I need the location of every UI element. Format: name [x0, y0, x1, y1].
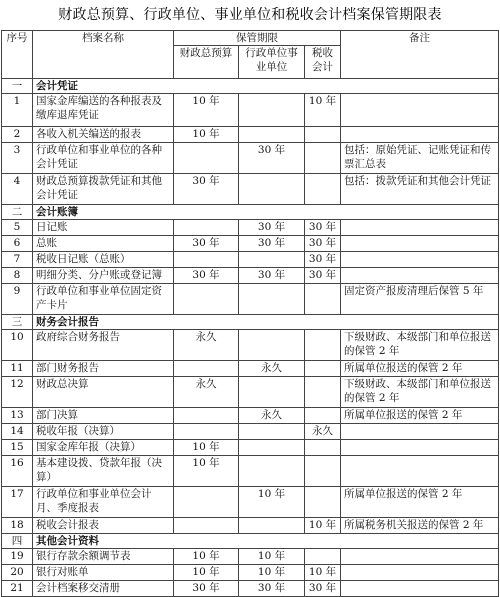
finance-budget-period	[174, 252, 239, 268]
tax-accounting-period: 30 年	[305, 268, 341, 284]
section-number: 三	[2, 315, 33, 330]
finance-budget-period: 10 年	[174, 94, 239, 127]
remarks	[341, 565, 499, 581]
finance-budget-period: 10 年	[174, 549, 239, 565]
admin-institution-period: 30 年	[239, 268, 305, 284]
admin-institution-period: 10 年	[239, 487, 305, 518]
archive-name: 银行对账单	[33, 565, 174, 581]
section-number: 四	[2, 534, 33, 549]
archive-name: 税收日记账（总账）	[33, 252, 174, 268]
remarks	[341, 94, 499, 127]
row-number: 21	[2, 581, 33, 597]
header-retention-period: 保管期限	[174, 31, 341, 46]
table-row	[2, 284, 499, 315]
row-number: 12	[2, 377, 33, 408]
archive-name: 财政总决算	[33, 377, 174, 408]
admin-institution-period: 30 年	[239, 581, 305, 597]
row-number: 18	[2, 518, 33, 534]
admin-institution-period: 永久	[239, 408, 305, 424]
row-number: 11	[2, 361, 33, 377]
table-row	[2, 330, 499, 361]
tax-accounting-period	[305, 330, 341, 361]
admin-institution-period: 永久	[239, 361, 305, 377]
admin-institution-period	[239, 284, 305, 315]
table-row	[2, 127, 499, 143]
row-number: 15	[2, 440, 33, 456]
tax-accounting-period	[305, 440, 341, 456]
admin-institution-period: 30 年	[239, 220, 305, 236]
finance-budget-period: 永久	[174, 377, 239, 408]
tax-accounting-period: 30 年	[305, 236, 341, 252]
admin-institution-period	[239, 174, 305, 205]
tax-accounting-period	[305, 377, 341, 408]
tax-accounting-period: 10 年	[305, 565, 341, 581]
section-row	[2, 79, 499, 94]
section-row	[2, 205, 499, 220]
finance-budget-period	[174, 143, 239, 174]
archive-name: 行政单位和事业单位固定资产卡片	[33, 284, 174, 315]
finance-budget-period	[174, 487, 239, 518]
table-row	[2, 518, 499, 534]
table-row	[2, 220, 499, 236]
section-number: 一	[2, 79, 33, 94]
finance-budget-period: 30 年	[174, 174, 239, 205]
archive-name: 税收会计报表	[33, 518, 174, 534]
row-number: 17	[2, 487, 33, 518]
finance-budget-period: 永久	[174, 330, 239, 361]
row-number: 6	[2, 236, 33, 252]
header-tax-accounting: 税收会计	[305, 46, 341, 79]
header-remarks: 备注	[341, 31, 499, 79]
section-title: 会计凭证	[33, 79, 499, 94]
table-row	[2, 268, 499, 284]
remarks: 包括：拨款凭证和其他会计凭证	[341, 174, 499, 205]
finance-budget-period: 30 年	[174, 236, 239, 252]
tax-accounting-period: 30 年	[305, 220, 341, 236]
finance-budget-period	[174, 408, 239, 424]
archive-name: 国家金库年报（决算）	[33, 440, 174, 456]
tax-accounting-period: 永久	[305, 424, 341, 440]
section-row	[2, 315, 499, 330]
table-row	[2, 377, 499, 408]
admin-institution-period	[239, 456, 305, 487]
archive-name: 行政单位和事业单位会计月、季度报表	[33, 487, 174, 518]
remarks	[341, 268, 499, 284]
table-body	[2, 79, 499, 597]
row-number: 3	[2, 143, 33, 174]
row-number: 4	[2, 174, 33, 205]
finance-budget-period: 30 年	[174, 581, 239, 597]
retention-table	[1, 30, 499, 597]
remarks: 所属税务机关报送的保管 2 年	[341, 518, 499, 534]
remarks: 所属单位报送的保管 2 年	[341, 361, 499, 377]
tax-accounting-period	[305, 456, 341, 487]
table-row	[2, 408, 499, 424]
header-archive-name: 档案名称	[33, 31, 174, 79]
remarks	[341, 252, 499, 268]
tax-accounting-period	[305, 487, 341, 518]
header-finance-budget: 财政总预算	[174, 46, 239, 79]
table-row	[2, 549, 499, 565]
row-number: 2	[2, 127, 33, 143]
header-serial-number: 序号	[2, 31, 33, 79]
remarks: 包括：原始凭证、记账凭证和传票汇总表	[341, 143, 499, 174]
table-row	[2, 440, 499, 456]
section-row	[2, 534, 499, 549]
table-row	[2, 143, 499, 174]
row-number: 14	[2, 424, 33, 440]
remarks	[341, 549, 499, 565]
table-row	[2, 252, 499, 268]
section-title: 会计账簿	[33, 205, 499, 220]
admin-institution-period	[239, 127, 305, 143]
document-title: 财政总预算、行政单位、事业单位和税收会计档案保管期限表	[58, 7, 442, 23]
table-row	[2, 94, 499, 127]
section-title: 财务会计报告	[33, 315, 499, 330]
tax-accounting-period: 30 年	[305, 581, 341, 597]
finance-budget-period	[174, 220, 239, 236]
table-row	[2, 424, 499, 440]
table-row	[2, 456, 499, 487]
finance-budget-period: 10 年	[174, 127, 239, 143]
row-number: 1	[2, 94, 33, 127]
row-number: 7	[2, 252, 33, 268]
admin-institution-period: 10 年	[239, 549, 305, 565]
row-number: 20	[2, 565, 33, 581]
finance-budget-period	[174, 284, 239, 315]
tax-accounting-period: 10 年	[305, 518, 341, 534]
finance-budget-period	[174, 518, 239, 534]
table-row	[2, 487, 499, 518]
remarks: 固定资产报废清理后保管 5 年	[341, 284, 499, 315]
row-number: 19	[2, 549, 33, 565]
finance-budget-period: 10 年	[174, 565, 239, 581]
tax-accounting-period: 10 年	[305, 94, 341, 127]
tax-accounting-period	[305, 174, 341, 205]
row-number: 16	[2, 456, 33, 487]
archive-name: 银行存款余额调节表	[33, 549, 174, 565]
tax-accounting-period	[305, 549, 341, 565]
remarks	[341, 456, 499, 487]
finance-budget-period	[174, 361, 239, 377]
table-row	[2, 236, 499, 252]
remarks: 下级财政、本级部门和单位报送的保管 2 年	[341, 377, 499, 408]
admin-institution-period: 30 年	[239, 236, 305, 252]
admin-institution-period	[239, 94, 305, 127]
archive-name: 部门财务报告	[33, 361, 174, 377]
header-admin-institution: 行政单位事业单位	[239, 46, 305, 79]
tax-accounting-period	[305, 361, 341, 377]
table-row	[2, 361, 499, 377]
archive-name: 会计档案移交清册	[33, 581, 174, 597]
admin-institution-period	[239, 424, 305, 440]
row-number: 13	[2, 408, 33, 424]
admin-institution-period	[239, 440, 305, 456]
archive-name: 财政总预算拨款凭证和其他会计凭证	[33, 174, 174, 205]
row-number: 10	[2, 330, 33, 361]
finance-budget-period: 30 年	[174, 268, 239, 284]
section-number: 二	[2, 205, 33, 220]
remarks	[341, 220, 499, 236]
remarks: 下级财政、本级部门和单位报送的保管 2 年	[341, 330, 499, 361]
admin-institution-period: 10 年	[239, 565, 305, 581]
archive-name: 税收年报（决算）	[33, 424, 174, 440]
section-title: 其他会计资料	[33, 534, 499, 549]
remarks	[341, 236, 499, 252]
finance-budget-period	[174, 424, 239, 440]
remarks	[341, 424, 499, 440]
row-number: 9	[2, 284, 33, 315]
archive-name: 各收入机关编送的报表	[33, 127, 174, 143]
admin-institution-period	[239, 377, 305, 408]
tax-accounting-period	[305, 127, 341, 143]
archive-name: 政府综合财务报告	[33, 330, 174, 361]
archive-name: 国家金库编送的各种报表及缴库退库凭证	[33, 94, 174, 127]
admin-institution-period	[239, 252, 305, 268]
tax-accounting-period: 30 年	[305, 252, 341, 268]
tax-accounting-period	[305, 284, 341, 315]
finance-budget-period: 10 年	[174, 440, 239, 456]
remarks: 所属单位报送的保管 2 年	[341, 487, 499, 518]
admin-institution-period	[239, 518, 305, 534]
archive-name: 行政单位和事业单位的各种会计凭证	[33, 143, 174, 174]
remarks	[341, 127, 499, 143]
admin-institution-period	[239, 330, 305, 361]
table-row	[2, 565, 499, 581]
row-number: 8	[2, 268, 33, 284]
archive-name: 部门决算	[33, 408, 174, 424]
finance-budget-period: 10 年	[174, 456, 239, 487]
table-row	[2, 581, 499, 597]
archive-name: 总账	[33, 236, 174, 252]
table-row	[2, 174, 499, 205]
admin-institution-period: 30 年	[239, 143, 305, 174]
archive-name: 日记账	[33, 220, 174, 236]
archive-name: 基本建设拨、贷款年报（决算）	[33, 456, 174, 487]
tax-accounting-period	[305, 143, 341, 174]
row-number: 5	[2, 220, 33, 236]
remarks: 所属单位报送的保管 2 年	[341, 408, 499, 424]
tax-accounting-period	[305, 408, 341, 424]
archive-name: 明细分类、分户账或登记簿	[33, 268, 174, 284]
remarks	[341, 581, 499, 597]
remarks	[341, 440, 499, 456]
